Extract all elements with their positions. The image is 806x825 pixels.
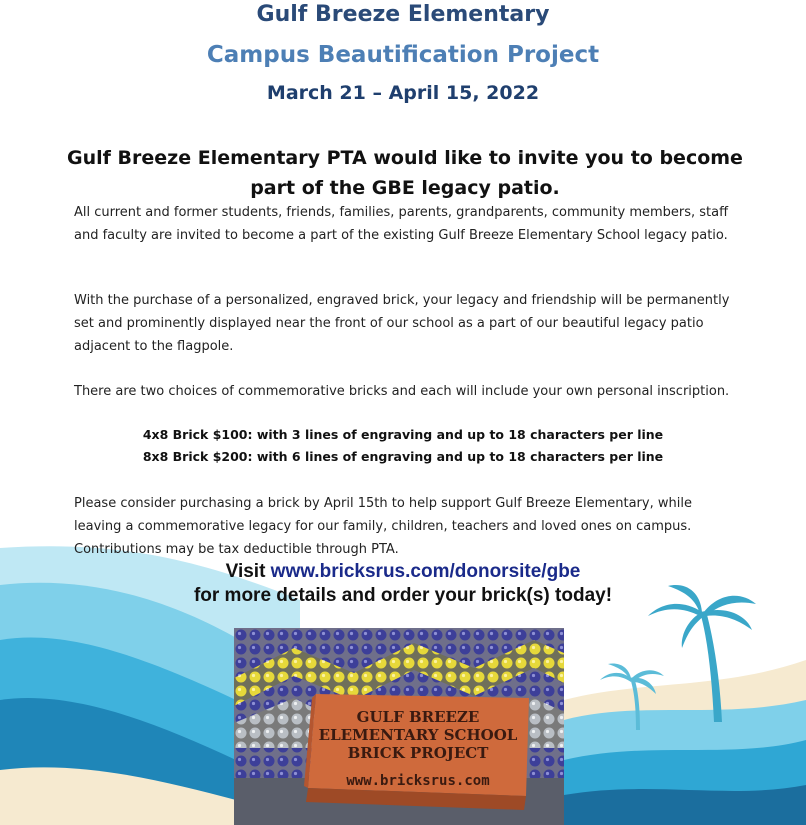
brick-engraving-line-3: BRICK PROJECT: [347, 744, 489, 762]
order-call-to-action: for more details and order your brick(s) today!: [193, 585, 613, 606]
donor-site-link[interactable]: www.bricksrus.com/donorsite/gbe: [270, 561, 581, 582]
brick-engraving-line-1: GULF BREEZE: [356, 708, 480, 726]
closing-paragraph: Please consider purchasing a brick by April 15th to help support Gulf Breeze Elementary, while leaving a commemorative legacy for our family, children, teachers and loved ones on campus. Contributions may be tax deductible through PTA.: [74, 496, 692, 557]
choices-paragraph: There are two choices of commemorative bricks and each will include your own personal inscription.: [74, 384, 730, 399]
brick-engraving-line-4: www.bricksrus.com: [346, 773, 490, 789]
brick-photo: [234, 628, 564, 825]
school-name-title: Gulf Breeze Elementary: [256, 2, 550, 27]
purchase-paragraph: With the purchase of a personalized, engraved brick, your legacy and friendship will be permanently set and prominently displayed near the front of our school as a part of our beautiful legacy patio adjacent to the flagpole.: [74, 293, 730, 354]
project-title: Campus Beautification Project: [206, 42, 600, 68]
invitation-heading: [60, 143, 750, 203]
intro-paragraph: All current and former students, friends, families, parents, grandparents, community members, staff and faculty are invited to become a part of the existing Gulf Breeze Elementary School legacy patio.: [74, 205, 729, 243]
visit-prefix: Visit: [225, 561, 271, 582]
invitation-line-1: Gulf Breeze Elementary PTA would like to invite you to become: [67, 147, 743, 169]
brick-engraving-line-2: ELEMENTARY SCHOOL: [318, 726, 518, 744]
invitation-line-2: part of the GBE legacy patio.: [250, 177, 560, 199]
brick-option-8x8: 8x8 Brick $200: with 6 lines of engraving and up to 18 characters per line: [142, 449, 664, 464]
date-range: March 21 – April 15, 2022: [266, 82, 540, 104]
visit-line: [0, 561, 806, 583]
brick-option-4x8: 4x8 Brick $100: with 3 lines of engraving and up to 18 characters per line: [142, 427, 664, 442]
